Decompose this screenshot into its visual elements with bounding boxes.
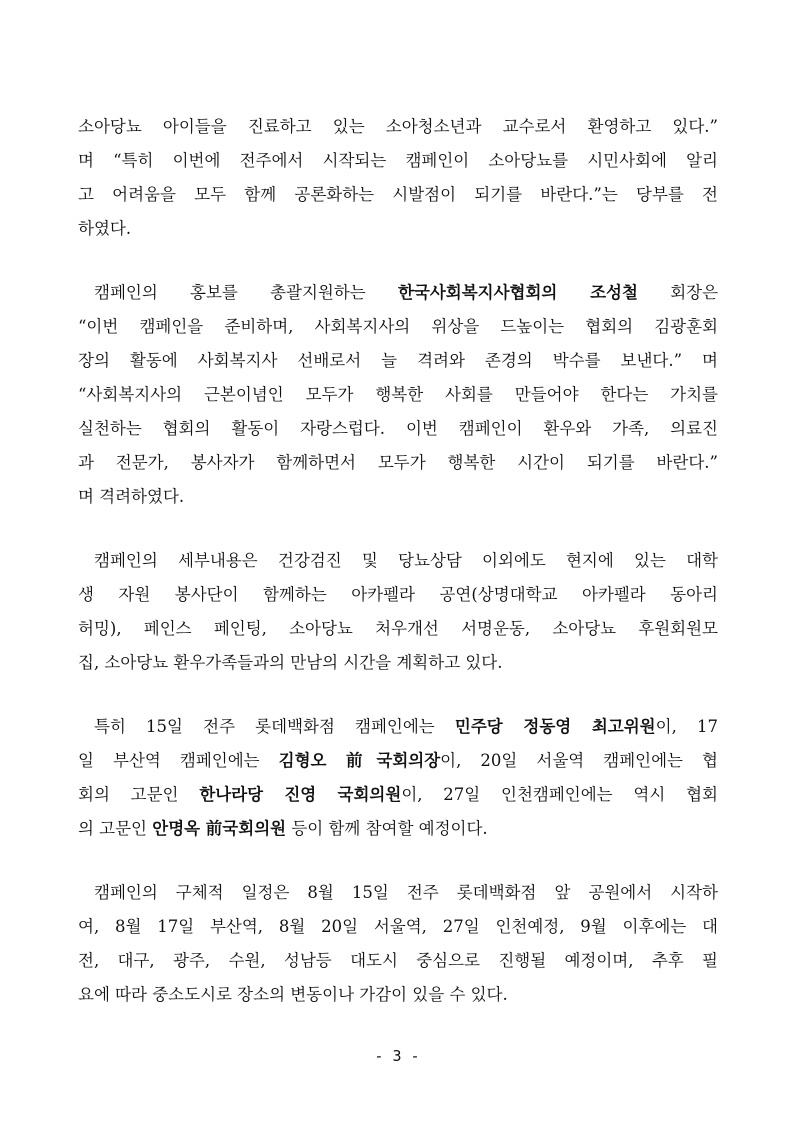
text-run: 캠페인의 구체적 일정은 8월 15일 전주 롯데백화점 앞 공원에서 시작하 — [94, 883, 718, 902]
text-run: 집, 소아당뇨 환우가족들과의 만남의 시간을 계획하고 있다. — [78, 653, 503, 672]
text-line — [78, 116, 718, 138]
text-run: “이번 캠페인을 준비하며, 사회복지사의 위상을 드높이는 협회의 김광훈회 — [78, 317, 718, 336]
text-run: 캠페인의 세부내용은 건강검진 및 당뇨상담 이외에도 현지에 있는 대학 — [94, 551, 718, 570]
text-run: 며 격려하였다. — [78, 487, 185, 506]
text-run: 과 전문가, 봉사자가 함께하면서 모두가 행복한 시간이 되기를 바란다.” — [78, 453, 718, 472]
text-line — [78, 584, 718, 606]
bold-text-run: 한국사회복지사협회의 조성철 — [397, 283, 638, 302]
text-line — [78, 750, 718, 772]
text-line — [78, 784, 718, 806]
bold-text-run: 김형오 前국회의장 — [278, 751, 441, 770]
text-run: 허밍), 페인스 페인팅, 소아당뇨 처우개선 서명운동, 소아당뇨 후원회원모 — [78, 619, 718, 638]
text-run: 회장은 — [637, 283, 718, 302]
text-line — [78, 618, 718, 640]
text-run: 여, 8월 17일 부산역, 8월 20일 서울역, 27일 인천예정, 9월 이후에는 대 — [78, 917, 718, 936]
text-run: 소아당뇨 아이들을 진료하고 있는 소아청소년과 교수로서 환영하고 있다.” — [78, 117, 718, 136]
bold-text-run: 민주당 정동영 최고위원 — [454, 717, 656, 736]
text-line — [78, 316, 718, 338]
text-line — [94, 550, 718, 572]
text-run: 전, 대구, 광주, 수원, 성남등 대도시 중심으로 진행될 예정이며, 추후 필 — [78, 951, 718, 970]
text-run: 회의 고문인 — [78, 785, 200, 804]
text-line — [78, 916, 718, 938]
text-line — [94, 882, 718, 904]
text-run: 요에 따라 중소도시로 장소의 변동이나 가감이 있을 수 있다. — [78, 985, 508, 1004]
text-run: 등이 함께 참여할 예정이다. — [286, 819, 488, 838]
bold-text-run: 한나라당 진영 국회의원 — [199, 785, 402, 804]
text-run: 의 고문인 — [78, 819, 153, 838]
text-line — [94, 716, 718, 738]
text-run: 장의 활동에 사회복지사 선배로서 늘 격려와 존경의 박수를 보낸다.” 며 — [78, 351, 718, 370]
text-line — [94, 282, 718, 304]
text-line — [78, 184, 718, 206]
text-run: 특히 15일 전주 롯데백화점 캠페인에는 — [94, 717, 455, 736]
text-run: 실천하는 협회의 활동이 자랑스럽다. 이번 캠페인이 환우와 가족, 의료진 — [78, 419, 718, 438]
page-number: - 3 - — [374, 1047, 420, 1065]
text-run: 이, 17 — [655, 717, 718, 736]
text-line — [78, 984, 718, 1006]
text-line — [78, 150, 718, 172]
text-run: 캠페인의 홍보를 총괄지원하는 — [94, 283, 398, 302]
text-line — [78, 418, 718, 440]
text-run: 고 어려움을 모두 함께 공론화하는 시발점이 되기를 바란다.”는 당부를 전 — [78, 185, 718, 204]
text-run: 며 “특히 이번에 전주에서 시작되는 캠페인이 소아당뇨를 시민사회에 알리 — [78, 151, 718, 170]
text-line — [78, 652, 718, 674]
bold-text-run: 안명옥 前국회의원 — [152, 819, 287, 838]
text-run: 일 부산역 캠페인에는 — [78, 751, 279, 770]
text-line — [78, 452, 718, 474]
text-run: 이, 27일 인천캠페인에는 역시 협회 — [401, 785, 718, 804]
text-run: 하였다. — [78, 219, 132, 238]
text-run: “사회복지사의 근본이념인 모두가 행복한 사회를 만들어야 한다는 가치를 — [78, 385, 718, 404]
text-line — [78, 818, 718, 840]
text-line — [78, 950, 718, 972]
text-line — [78, 350, 718, 372]
text-line — [78, 384, 718, 406]
text-line — [78, 218, 718, 240]
text-run: 생 자원 봉사단이 함께하는 아카펠라 공연(상명대학교 아카펠라 동아리 — [78, 585, 718, 604]
text-line — [78, 486, 718, 508]
text-run: 이, 20일 서울역 캠페인에는 협 — [440, 751, 718, 770]
